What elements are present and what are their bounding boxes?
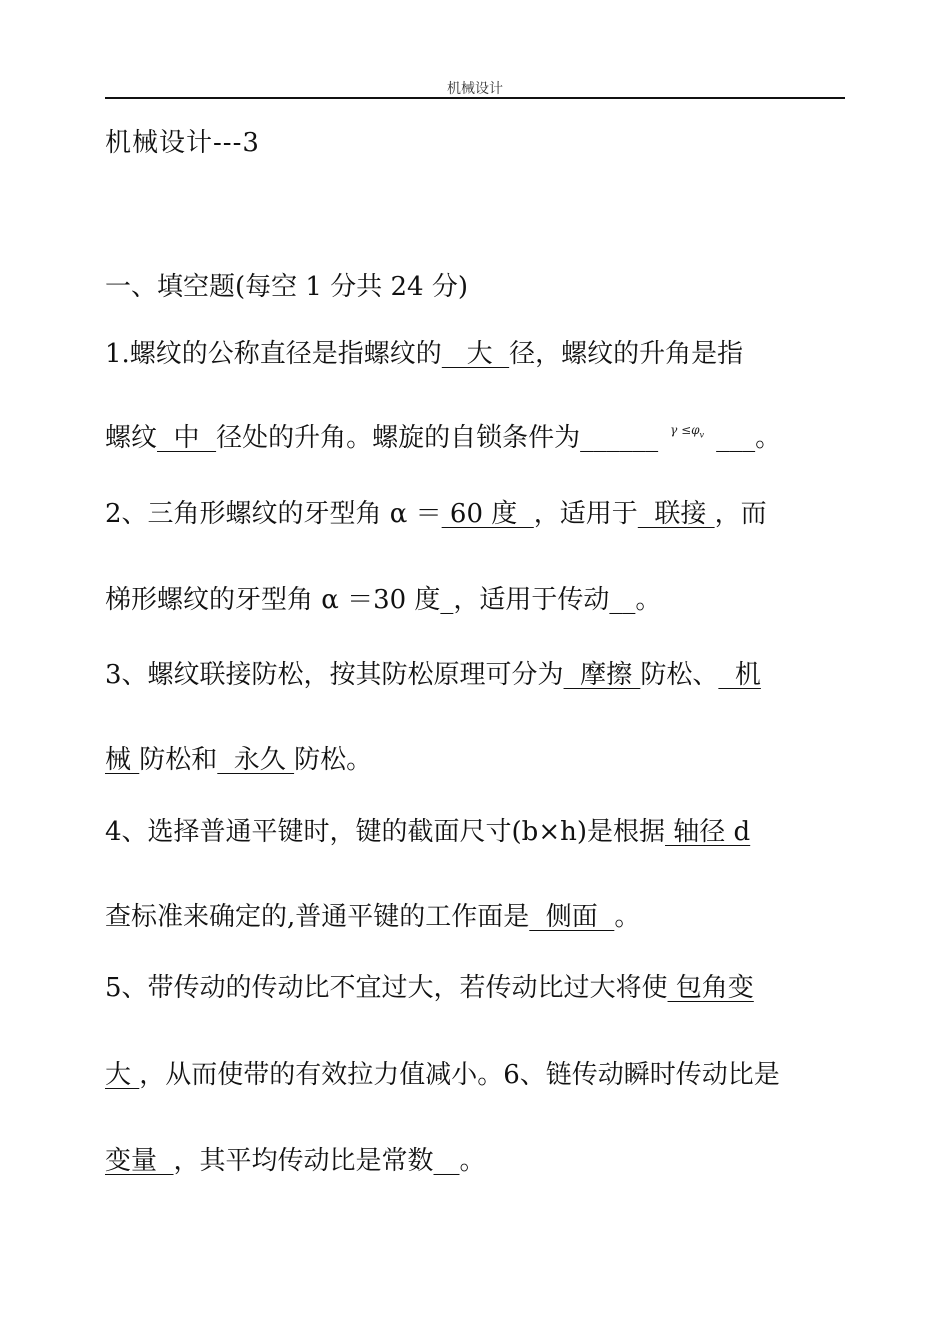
q1-line-2 (105, 418, 850, 458)
q1-blank-b: ___ (716, 423, 756, 453)
q1-text-2b: 径处的升角。螺旋的自锁条件为 (216, 423, 581, 453)
q4-answer-1: 轴径 d (665, 817, 751, 847)
q1-answer-2: 中 (157, 423, 217, 453)
q3-text-2b: 防松和 (139, 745, 218, 775)
header-rule (105, 97, 845, 99)
q4-text-2a: 查标准来确定的,普通平键的工作面是 (105, 902, 530, 932)
q1-text-2a: 螺纹 (105, 423, 158, 453)
q5-answer-1a: 包角变 (667, 973, 754, 1003)
q3-text-2c: 防松。 (294, 745, 373, 775)
q2-text-1a: 2、三角形螺纹的牙型角 α ＝ (105, 499, 442, 529)
q5-answer-1b: 大 (105, 1060, 140, 1090)
page-title: 机械设计---3 (105, 128, 260, 158)
q6-text: ，其平均传动比是常数__。 (173, 1146, 486, 1176)
q4-text-1a: 4、选择普通平键时，键的截面尺寸(b×h)是根据 (105, 817, 666, 847)
q5-line-1 (105, 968, 850, 1008)
q2-line-2: 梯形螺纹的牙型角 α ＝30 度_，适用于传动__。 (105, 585, 662, 615)
q4-line-2 (105, 897, 850, 937)
formula-main: γ ≤φ (670, 423, 700, 437)
q1-line-1 (105, 334, 850, 374)
q1-text-1b: 径，螺纹的升角是指 (509, 339, 744, 369)
q3-line-2 (105, 740, 850, 780)
q2-text-1c: ，而 (714, 499, 767, 529)
q6-answer-1: 变量 (105, 1146, 174, 1176)
q3-text-1b: 防松、 (640, 660, 719, 690)
q2-line-1 (105, 494, 850, 534)
q5-text-2b: ，从而使带的有效拉力值减小。6、链传动瞬时传动比是 (139, 1060, 780, 1090)
q6-line (105, 1141, 850, 1181)
q2-answer-2: 联接 (637, 499, 715, 529)
section-heading: 一、填空题(每空 1 分共 24 分) (105, 272, 468, 302)
q2-answer-1: 60 度 (441, 499, 534, 529)
q3-answer-2a: 机 (718, 660, 761, 690)
q3-line-1 (105, 655, 850, 695)
q4-line-1 (105, 812, 850, 852)
self-lock-formula (658, 410, 716, 455)
q1-text-1a: 1.螺纹的公称直径是指螺纹的 (105, 339, 442, 369)
q1-blank-a: ______ (580, 423, 659, 453)
running-header: 机械设计 (447, 81, 503, 97)
q3-answer-2b: 械 (105, 745, 140, 775)
formula-sub: v (699, 430, 705, 440)
q1-text-2c: 。 (755, 423, 782, 453)
q5-line-2 (105, 1055, 850, 1095)
q1-answer-1: 大 (441, 339, 510, 369)
q3-text-1a: 3、螺纹联接防松，按其防松原理可分为 (105, 660, 564, 690)
q4-answer-2: 侧面 (529, 902, 615, 932)
q4-text-2b: 。 (614, 902, 641, 932)
q3-answer-3: 永久 (217, 745, 295, 775)
q5-text-1a: 5、带传动的传动比不宜过大，若传动比过大将使 (105, 973, 668, 1003)
q3-answer-1: 摩擦 (563, 660, 641, 690)
q2-text-1b: ，适用于 (533, 499, 638, 529)
